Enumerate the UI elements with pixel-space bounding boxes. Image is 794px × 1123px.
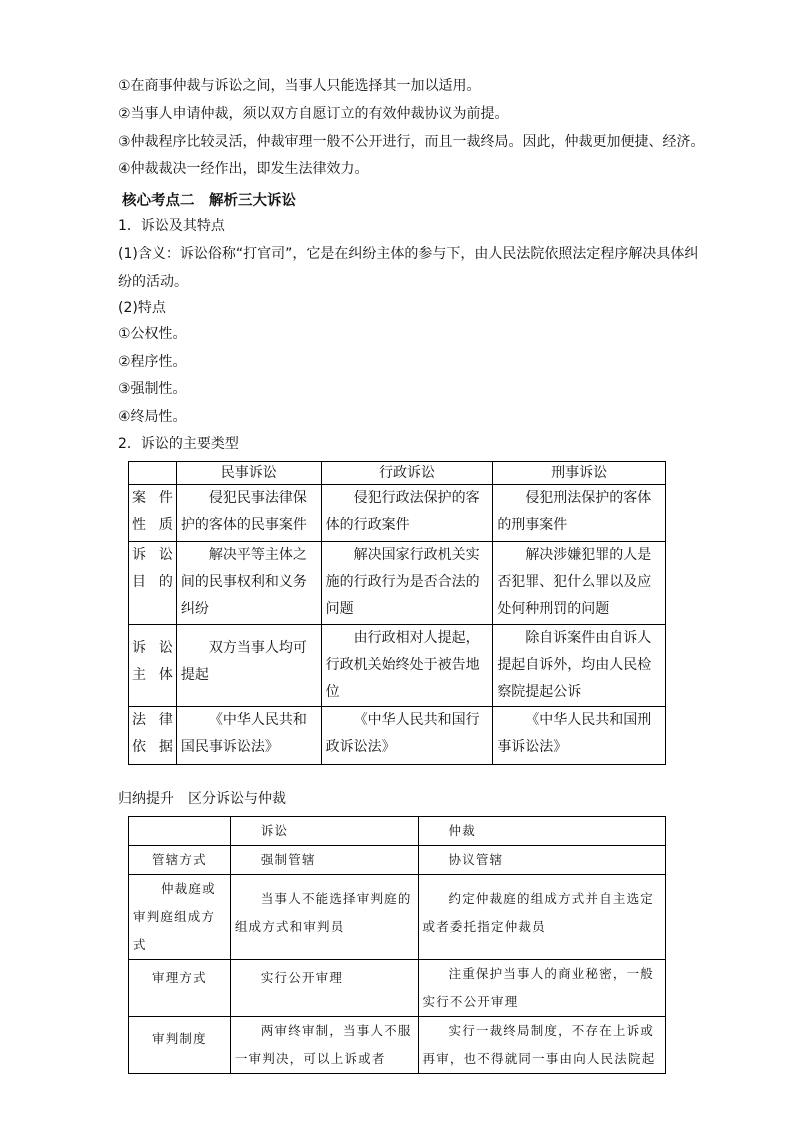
table-cell: 侵犯行政法保护的客体的行政案件 [321, 485, 493, 542]
table-cell: 解决平等主体之间的民事权利和义务纠纷 [176, 542, 321, 625]
table-cell: 除自诉案件由自诉人提起自诉外，均由人民检察院提起公诉 [493, 625, 666, 707]
table-cell: 当事人不能选择审判庭的组成方式和审判员 [230, 875, 418, 960]
table-header-cell [129, 462, 177, 485]
table-cell: 解决涉嫌犯罪的人是否犯罪、犯什么罪以及应处何种刑罚的问题 [493, 542, 666, 625]
summary-title: 归纳提升 区分诉讼与仲裁 [118, 791, 286, 807]
table-header-cell: 行政诉讼 [321, 462, 493, 485]
feature-item-3: ③强制性。 [118, 381, 187, 397]
row-header-cell: 管辖方式 [129, 846, 231, 875]
intro-item-2: ②当事人申请仲裁，须以双方自愿订立的有效仲裁协议为前提。 [118, 106, 509, 122]
features-title: (2)特点 [118, 300, 166, 316]
table-cell: 侵犯民事法律保护的客体的民事案件 [176, 485, 321, 542]
feature-item-2: ②程序性。 [118, 354, 187, 370]
table-cell: 《中华人民共和国行政诉讼法》 [321, 707, 493, 765]
table-header-row [129, 462, 666, 485]
row-header-cell: 审判制度 [129, 1017, 231, 1074]
intro-item-1: ①在商事仲裁与诉讼之间，当事人只能选择其一加以适用。 [118, 78, 481, 94]
table-header-cell: 刑事诉讼 [493, 462, 666, 485]
table-cell: 约定仲裁庭的组成方式并自主选定或者委托指定仲裁员 [418, 875, 666, 960]
section-heading: 核心考点二 解析三大诉讼 [122, 193, 296, 209]
intro-item-3: ③仲裁程序比较灵活，仲裁审理一般不公开进行，而且一裁终局。因此，仲裁更加便捷、经济。 [118, 134, 705, 150]
table-row [129, 625, 666, 707]
row-header-cell: 审理方式 [129, 960, 231, 1017]
row-header-cell: 案件性质 [129, 485, 177, 542]
intro-item-4: ④仲裁裁决一经作出，即发生法律效力。 [118, 161, 369, 177]
table-cell: 实行一裁终局制度，不存在上诉或再审，也不得就同一事由向人民法院起 [418, 1017, 666, 1074]
feature-item-4: ④终局性。 [118, 409, 187, 425]
table-row [129, 485, 666, 542]
row-header-cell: 诉讼目的 [129, 542, 177, 625]
table-cell: 由行政相对人提起，行政机关始终处于被告地位 [321, 625, 493, 707]
table-cell: 侵犯刑法保护的客体的刑事案件 [493, 485, 666, 542]
row-header-cell: 仲裁庭或审判庭组成方式 [129, 875, 231, 960]
table-row [129, 1017, 666, 1074]
table-cell: 实行公开审理 [230, 960, 418, 1017]
row-header-cell: 法律依据 [129, 707, 177, 765]
row-header-cell: 诉讼主体 [129, 625, 177, 707]
litigation-vs-arbitration-table [128, 816, 666, 1074]
table-row [129, 875, 666, 960]
table-cell: 协议管辖 [418, 846, 666, 875]
table-row [129, 846, 666, 875]
table-cell: 注重保护当事人的商业秘密，一般实行不公开审理 [418, 960, 666, 1017]
meaning-paragraph: (1)含义：诉讼俗称“打官司”，它是在纠纷主体的参与下，由人民法院依照法定程序解决具体纠纷的活动。 [118, 246, 699, 290]
table-header-cell: 仲裁 [418, 817, 666, 846]
litigation-types-table [128, 461, 666, 765]
table-cell: 两审终审制，当事人不服一审判决，可以上诉或者 [230, 1017, 418, 1074]
table-row [129, 542, 666, 625]
table-row [129, 960, 666, 1017]
table-cell: 解决国家行政机关实施的行政行为是否合法的问题 [321, 542, 493, 625]
feature-item-1: ①公权性。 [118, 326, 187, 342]
table-cell: 强制管辖 [230, 846, 418, 875]
table-cell: 《中华人民共和国刑事诉讼法》 [493, 707, 666, 765]
table-header-cell: 诉讼 [230, 817, 418, 846]
sub2-title: 2．诉讼的主要类型 [118, 436, 239, 452]
table-header-cell [129, 817, 231, 846]
table-header-row [129, 817, 666, 846]
sub1-title: 1．诉讼及其特点 [118, 218, 225, 234]
table-cell: 《中华人民共和国民事诉讼法》 [176, 707, 321, 765]
table-cell: 双方当事人均可提起 [176, 625, 321, 707]
table-row [129, 707, 666, 765]
table-header-cell: 民事诉讼 [176, 462, 321, 485]
